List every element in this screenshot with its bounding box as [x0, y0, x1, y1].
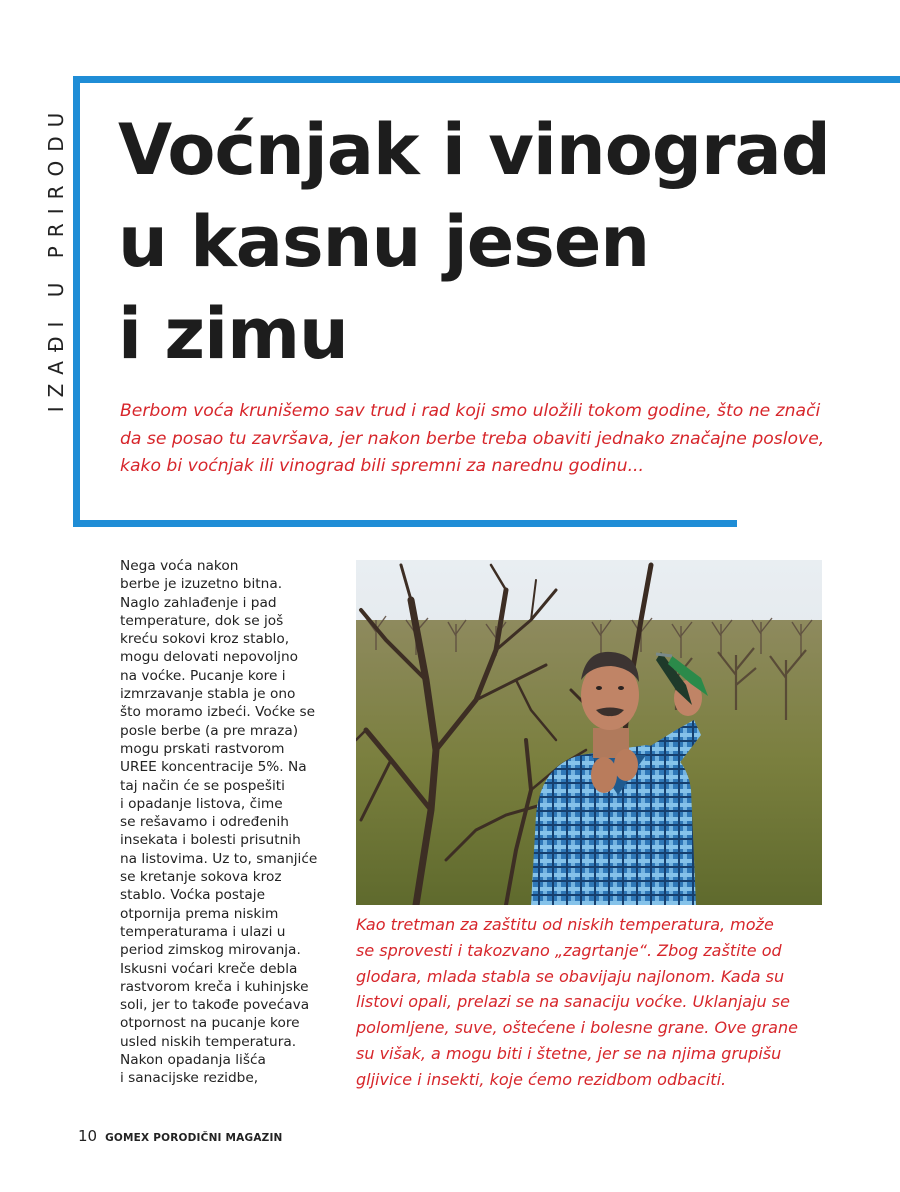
body-line: usled niskih temperatura.	[120, 1033, 297, 1050]
article-lead	[120, 398, 860, 481]
body-line: Nega voća nakon	[120, 558, 239, 574]
body-line: berbe je izuzetno bitna.	[120, 576, 283, 593]
body-line: temperature, dok se još	[120, 612, 284, 629]
lead-line: da se posao tu završava, jer nakon berbe treba obaviti jednako značajne poslove,	[120, 428, 825, 449]
body-line: mogu prskati rastvorom	[120, 740, 285, 757]
caption-line: glodara, mlada stabla se obavijaju najlonom. Kada su	[356, 966, 785, 986]
body-line: na voćke. Pucanje kore i	[120, 667, 286, 684]
magazine-name: GOMEX PORODIČNI MAGAZIN	[105, 1132, 283, 1144]
body-line: se kretanje sokova kroz	[120, 869, 282, 886]
body-line: temperaturama i ulazi u	[120, 923, 286, 940]
body-line: taj način će se pospešiti	[120, 777, 285, 794]
body-line: otpornost na pucanje kore	[120, 1015, 300, 1032]
body-line: kreću sokovi kroz stablo,	[120, 631, 290, 648]
article-title	[118, 104, 888, 380]
caption-line: listovi opali, prelazi se na sanaciju voćke. Uklanjaju se	[356, 992, 790, 1012]
frame-bottom-border	[73, 520, 737, 527]
title-line: Voćnjak i vinograd	[118, 109, 830, 191]
body-line: rastvorom kreča i kuhinjske	[120, 978, 309, 995]
body-line: mogu delovati nepovoljno	[120, 649, 299, 666]
body-line: i sanacijske rezidbe,	[120, 1070, 259, 1087]
page-footer	[78, 1127, 283, 1147]
body-line: što moramo izbeći. Voćke se	[120, 704, 316, 721]
caption-line: gljivice i insekti, koje ćemo rezidbom odbaciti.	[356, 1069, 727, 1089]
orchard-photo	[356, 560, 822, 905]
title-line: i zimu	[118, 293, 348, 375]
frame-top-border	[73, 76, 900, 83]
body-line: posle berbe (a pre mraza)	[120, 722, 299, 739]
caption-line: su višak, a mogu biti i štetne, jer se na njima grupišu	[356, 1043, 782, 1063]
title-line: u kasnu jesen	[118, 201, 650, 283]
body-line: soli, jer to takođe povećava	[120, 997, 310, 1014]
body-line: se rešavamo i određenih	[120, 814, 289, 831]
lead-line: Berbom voća krunišemo sav trud i rad koji smo uložili tokom godine, što ne znači	[120, 401, 821, 421]
orchard-pruning-illustration	[356, 560, 822, 905]
body-line: izmrzavanje stabla je ono	[120, 686, 296, 703]
section-label-text: IZAĐI U PRIRODU	[44, 103, 68, 413]
body-line: period zimskog mirovanja.	[120, 942, 301, 959]
caption-line: se sprovesti i takozvano „zagrtanje“. Zbog zaštite od	[356, 940, 782, 960]
body-line: otpornija prema niskim	[120, 905, 279, 922]
body-line: i opadanje listova, čime	[120, 795, 283, 812]
caption-line: polomljene, suve, oštećene i bolesne grane. Ove grane	[356, 1018, 798, 1038]
caption-line: Kao tretman za zaštitu od niskih temperatura, može	[356, 915, 774, 934]
body-line: insekata i bolesti prisutnih	[120, 832, 301, 849]
photo-caption	[356, 912, 876, 1093]
frame-left-border	[73, 76, 80, 527]
body-line: Nakon opadanja lišća	[120, 1052, 266, 1069]
body-line: na listovima. Uz to, smanjiće	[120, 850, 318, 867]
page-number: 10	[78, 1127, 98, 1145]
body-text-column	[120, 557, 342, 1088]
body-line: UREE koncentracije 5%. Na	[120, 759, 307, 776]
body-line: stablo. Voćka postaje	[120, 887, 266, 904]
body-line: Iskusni voćari kreče debla	[120, 960, 298, 977]
lead-line: kako bi voćnjak ili vinograd bili spremni za narednu godinu...	[120, 456, 644, 476]
body-line: Naglo zahlađenje i pad	[120, 594, 277, 611]
